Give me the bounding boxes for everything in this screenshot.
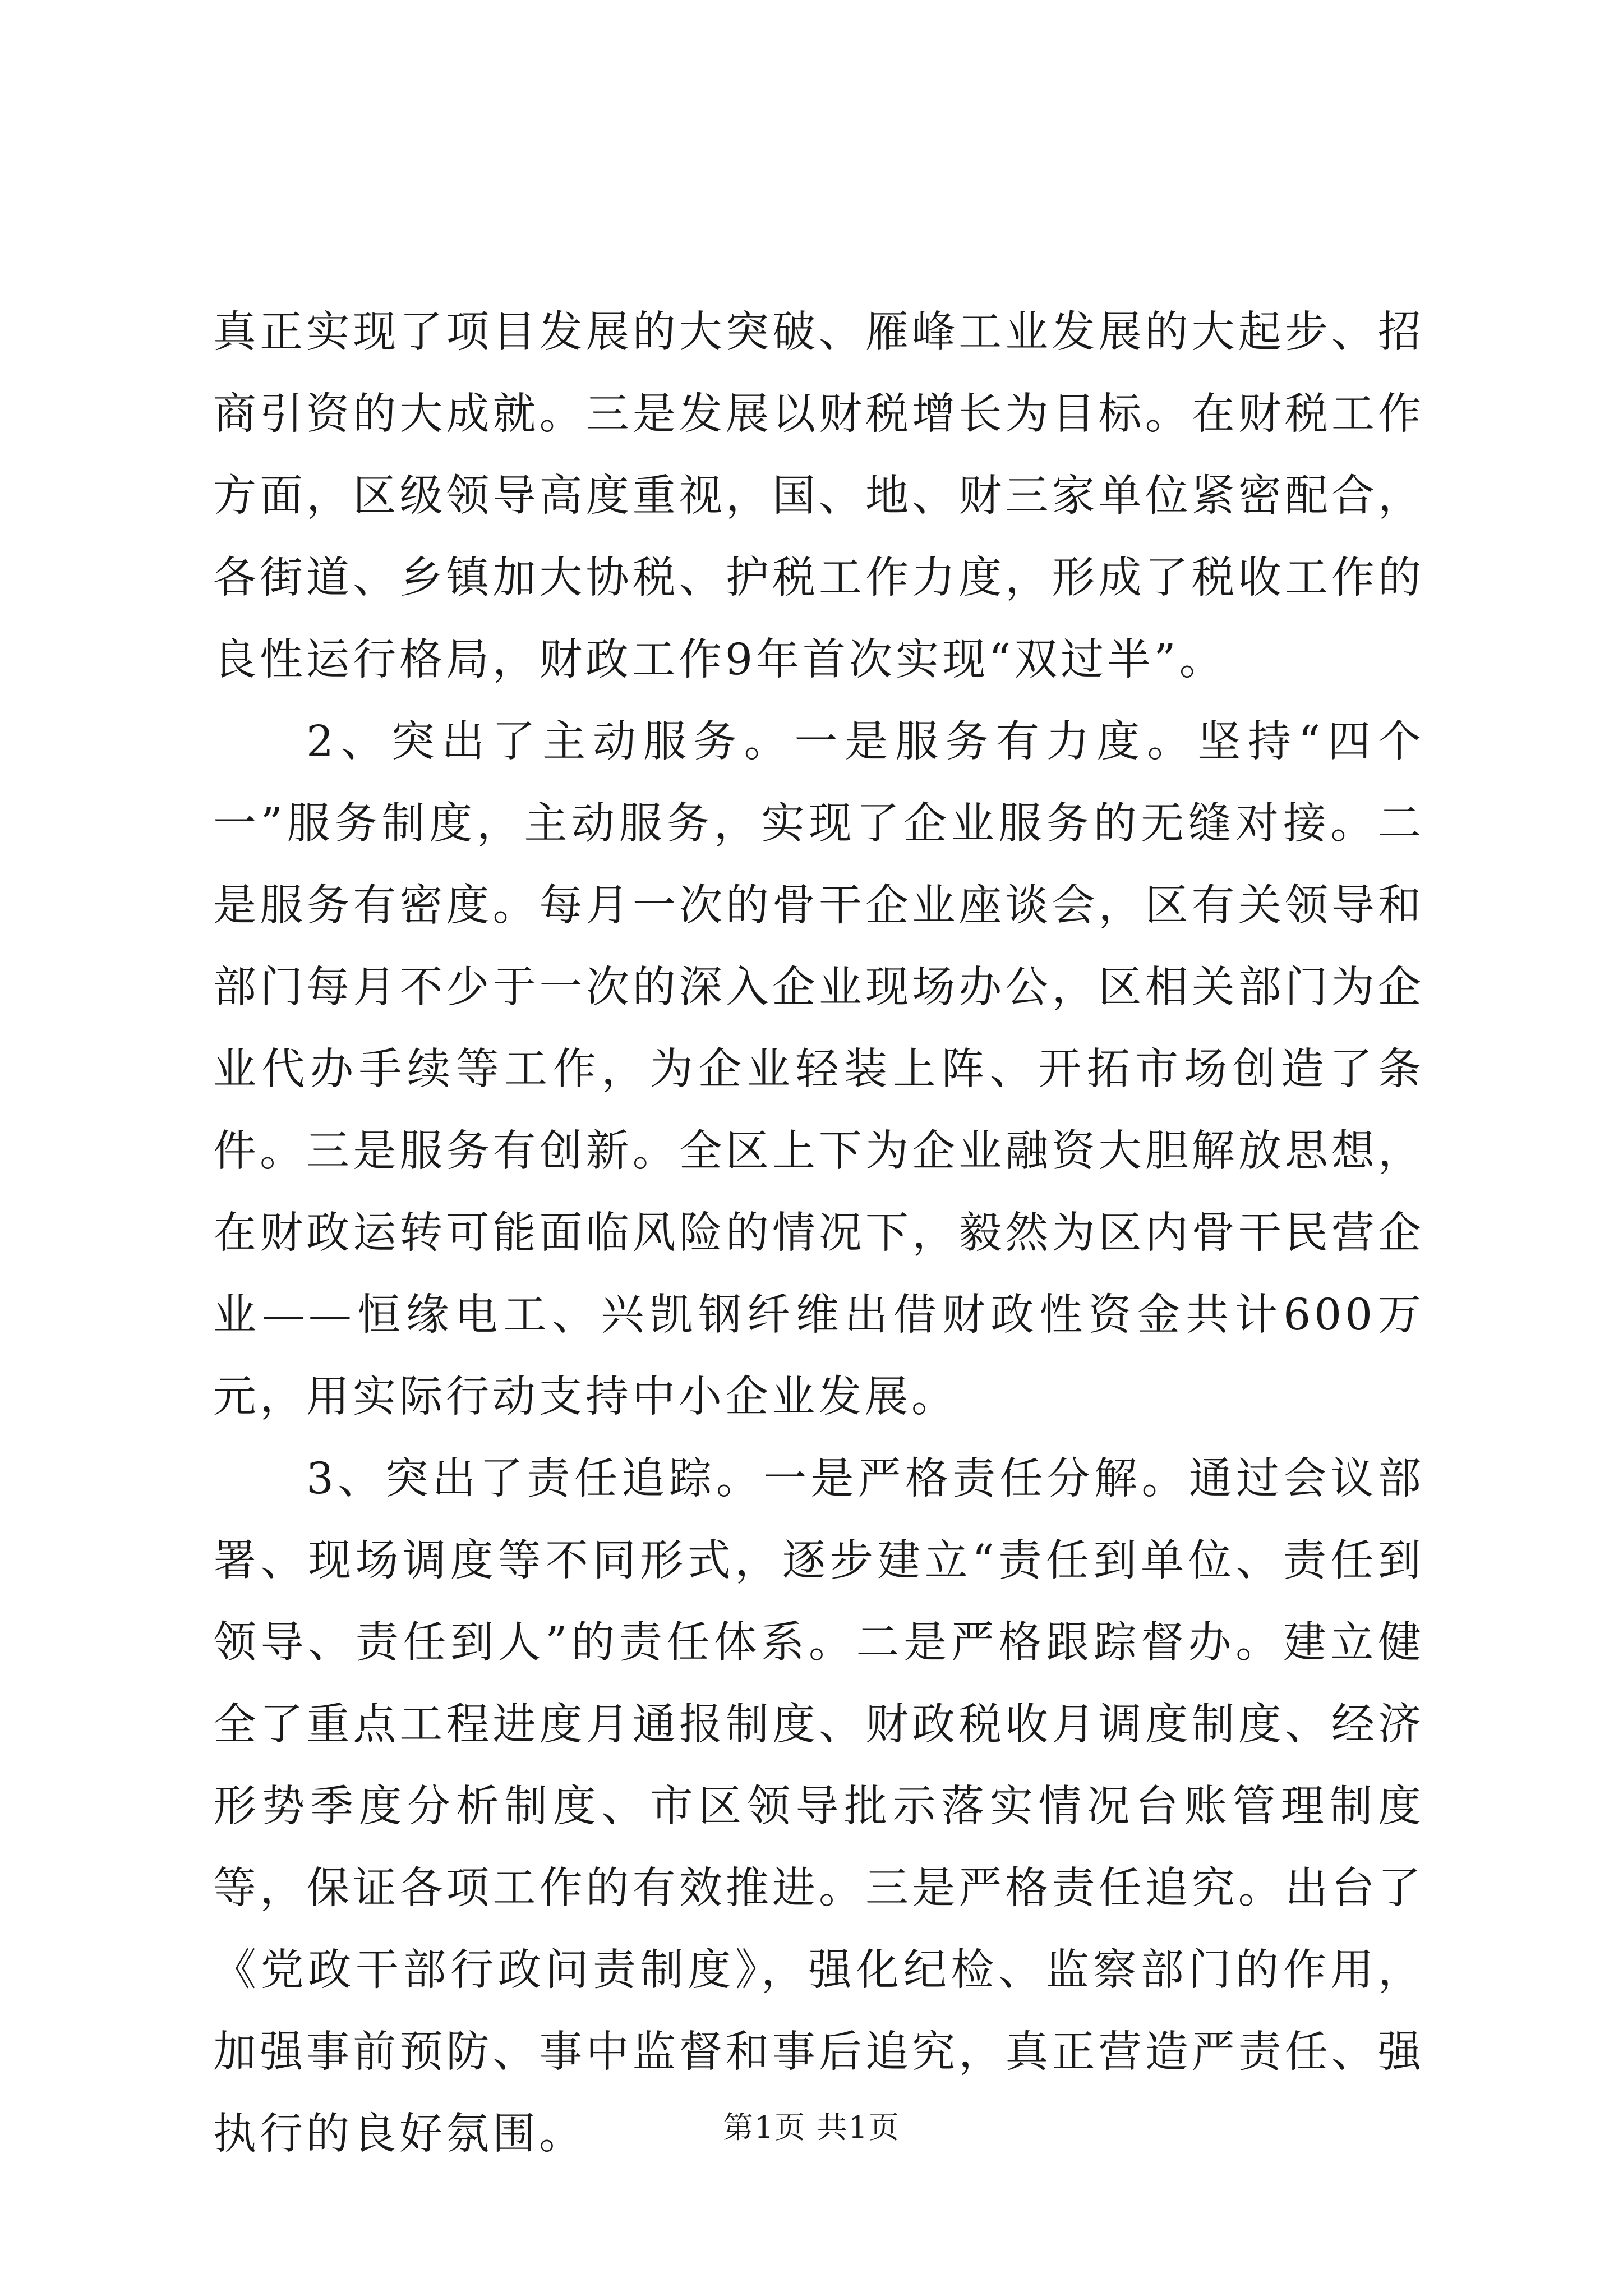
page-footer: 第1页 共1页 [723,2110,900,2145]
paragraph-continuation: 真正实现了项目发展的大突破、雁峰工业发展的大起步、招商引资的大成就。三是发展以财税增长为目标。在财税工作方面，区级领导高度重视，国、地、财三家单位紧密配合，各街道、乡镇加大协税、护税工作力度，形成了税收工作的良性运行格局，财政工作9年首次实现“双过半”。 [213,307,1424,685]
paragraph-responsibility-tracking: 3、突出了责任追踪。一是严格责任分解。通过会议部署、现场调度等不同形式，逐步建立“责任到单位、责任到领导、责任到人”的责任体系。二是严格跟踪督办。建立健全了重点工程进度月通报制度、财政税收月调度制度、经济形势季度分析制度、市区领导批示落实情况台账管理制度等，保证各项工作的有效推进。三是严格责任追究。出台了《党政干部行政问责制度》，强化纪检、监察部门的作用，加强事前预防、事中监督和事后追究，真正营造严责任、强执行的良好氛围。 [213,1454,1424,2159]
document-body [213,292,1424,2175]
paragraph-active-service: 2、突出了主动服务。一是服务有力度。坚持“四个一”服务制度，主动服务，实现了企业服务的无缝对接。二是服务有密度。每月一次的骨干企业座谈会，区有关领导和部门每月不少于一次的深入企业现场办公，区相关部门为企业代办手续等工作，为企业轻装上阵、开拓市场创造了条件。三是服务有创新。全区上下为企业融资大胆解放思想，在财政运转可能面临风险的情况下，毅然为区内骨干民营企业——恒缘电工、兴凯钢纤维出借财政性资金共计600万元，用实际行动支持中小企业发展。 [213,717,1424,1422]
